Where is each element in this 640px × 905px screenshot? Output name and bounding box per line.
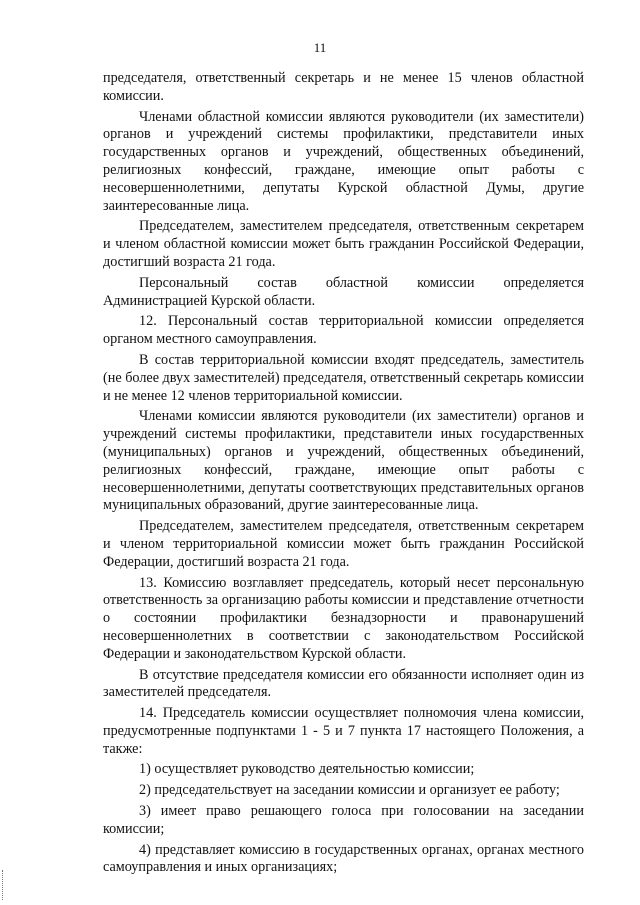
scan-edge-marks	[2, 870, 6, 900]
paragraph: Персональный состав областной комиссии определяется Администрацией Курской области.	[103, 274, 584, 309]
paragraph: 1) осуществляет руководство деятельностью комиссии;	[139, 761, 475, 778]
paragraph: 13. Комиссию возглавляет председатель, который несет персональную ответственность за организацию работы комиссии и представление отчетности о состоянии профилактики безнадзорности и правонарушений несовершеннолетних в соответствии с законодательством Российской Федерации и законодательством Курской области.	[103, 574, 584, 662]
paragraph: Председателем, заместителем председателя, ответственным секретарем и членом территориальной комиссии может быть гражданин Российской Федерации, достигший возраста 21 года.	[103, 518, 584, 570]
page-number: 11	[313, 40, 327, 55]
paragraph: 2) председательствует на заседании комиссии и организует ее работу;	[139, 782, 560, 799]
paragraph: 4) представляет комиссию в государственных органах, органах местного самоуправления и иных организациях;	[103, 841, 584, 876]
paragraph: 3) имеет право решающего голоса при голосовании на заседании комиссии;	[103, 803, 584, 837]
paragraph: Председателем, заместителем председателя, ответственным секретарем и членом областной комиссии может быть гражданин Российской Федерации, достигший возраста 21 года.	[103, 218, 584, 270]
paragraph: председателя, ответственный секретарь и не менее 15 членов областной комиссии.	[103, 70, 584, 104]
paragraph: В отсутствие председателя комиссии его обязанности исполняет один из заместителей председателя.	[103, 666, 584, 701]
paragraph: 14. Председатель комиссии осуществляет полномочия члена комиссии, предусмотренные подпунктами 1 - 5 и 7 пункта 17 настоящего Положения, а также:	[103, 705, 584, 757]
document-body	[103, 70, 584, 880]
paragraph: Членами комиссии являются руководители (их заместители) органов и учреждений системы профилактики, представители иных государственных (муниципальных) органов и учреждений, общественных объединений, религиозных конфессий, граждане, имеющие опыт работы с несовершеннолетними, депутаты соответствующих представительных органов муниципальных образований, другие заинтересованные лица.	[103, 408, 584, 514]
paragraph: Членами областной комиссии являются руководители (их заместители) органов и учреждений системы профилактики, представители иных государственных органов и учреждений, общественных объединений, религиозных конфессий, граждане, имеющие опыт работы с несовершеннолетними, депутаты Курской областной Думы, другие заинтересованные лица.	[103, 108, 584, 214]
paragraph: В состав территориальной комиссии входят председатель, заместитель (не более двух заместителей) председателя, ответственный секретарь комиссии и не менее 12 членов территориальной комиссии.	[103, 351, 584, 404]
paragraph: 12. Персональный состав территориальной комиссии определяется органом местного самоуправления.	[103, 313, 584, 348]
